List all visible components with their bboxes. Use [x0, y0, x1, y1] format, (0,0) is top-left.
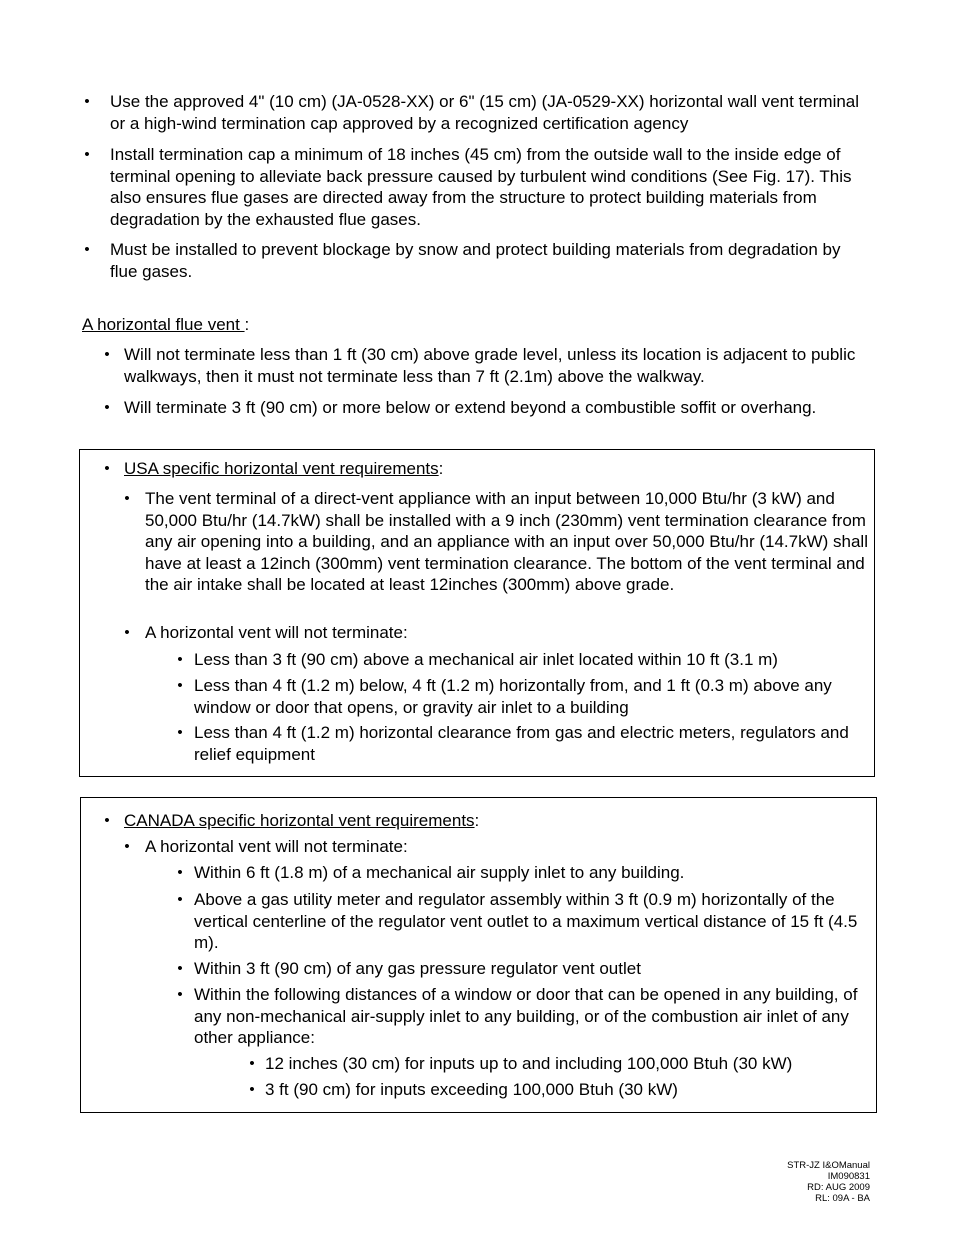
- bullet-icon: •: [177, 651, 183, 668]
- bullet-text: Within 3 ft (90 cm) of any gas pressure regulator vent outlet: [194, 959, 641, 978]
- list-item: [82, 91, 867, 134]
- bullet-text: Within 6 ft (1.8 m) of a mechanical air supply inlet to any building.: [194, 863, 685, 882]
- list-item: [82, 144, 867, 230]
- bullet-icon: •: [177, 864, 183, 881]
- footer-manual-name: STR-JZ I&OManual: [787, 1160, 870, 1171]
- list-item: [175, 958, 870, 980]
- list-item: [175, 649, 865, 671]
- bullet-text: Less than 3 ft (90 cm) above a mechanical air inlet located within 10 ft (3.1 m): [194, 650, 778, 669]
- bullet-icon: •: [177, 724, 183, 741]
- list-item: [175, 984, 870, 1049]
- bullet-icon: •: [124, 838, 130, 855]
- list-item: [122, 622, 870, 644]
- bullet-icon: •: [84, 93, 90, 110]
- bullet-icon: •: [104, 346, 110, 363]
- list-item: [102, 344, 862, 387]
- document-footer: [787, 1160, 870, 1204]
- bullet-icon: •: [104, 812, 110, 829]
- bullet-icon: •: [104, 460, 110, 477]
- bullet-text: A horizontal vent will not terminate:: [145, 837, 408, 856]
- bullet-text: Install termination cap a minimum of 18 inches (45 cm) from the outside wall to the inside edge of terminal opening to alleviate back pressure caused by turbulent wind conditions (See Fig. 17). This also ensures flue gases are directed away from the structure to protect building materials from degradation by the exhausted flue gases.: [110, 145, 852, 229]
- bullet-icon: •: [177, 986, 183, 1003]
- bullet-icon: •: [177, 677, 183, 694]
- list-item: [175, 862, 870, 884]
- footer-release-date: RD: AUG 2009: [807, 1182, 870, 1193]
- list-item: [122, 836, 870, 858]
- bullet-icon: •: [177, 960, 183, 977]
- list-item: [102, 397, 862, 419]
- bullet-text: The vent terminal of a direct-vent appliance with an input between 10,000 Btu/hr (3 kW) and 50,000 Btu/hr (14.7kW) shall be installed with a 9 inch (230mm) vent termination clearance from any air opening into a building, and an appliance with an input over 50,000 Btu/hr (14.7kW) shall have at least a 12inch (300mm) vent termination clearance. The bottom of the vent terminal and the air intake shall be located at least 12inches (300mm) above grade.: [145, 489, 868, 594]
- bullet-icon: •: [124, 490, 130, 507]
- heading-text: A horizontal flue vent: [82, 315, 245, 334]
- canada-heading: [102, 810, 479, 832]
- bullet-icon: •: [249, 1055, 255, 1072]
- bullet-text: Within the following distances of a window or door that can be opened in any building, of any non-mechanical air-supply inlet to any building, or of the combustion air inlet of any other appliance:: [194, 985, 858, 1047]
- footer-revision: RL: 09A - BA: [815, 1193, 870, 1204]
- list-item: [247, 1053, 867, 1075]
- heading-colon: :: [438, 459, 444, 478]
- list-item: [175, 675, 865, 718]
- bullet-icon: •: [177, 891, 183, 908]
- list-item: [82, 239, 867, 282]
- usa-heading: [102, 458, 443, 480]
- bullet-text: Will terminate 3 ft (90 cm) or more below or extend beyond a combustible soffit or overhang.: [124, 398, 817, 417]
- section-heading: [82, 314, 249, 336]
- list-item: [247, 1079, 867, 1101]
- heading-colon: :: [474, 811, 480, 830]
- bullet-text: Will not terminate less than 1 ft (30 cm) above grade level, unless its location is adjacent to public walkways, then it must not terminate less than 7 ft (2.1m) above the walkway.: [124, 345, 856, 386]
- list-item: [175, 889, 870, 954]
- bullet-text: Less than 4 ft (1.2 m) horizontal clearance from gas and electric meters, regulators and relief equipment: [194, 723, 849, 764]
- bullet-icon: •: [84, 146, 90, 163]
- bullet-text: Must be installed to prevent blockage by snow and protect building materials from degradation by flue gases.: [110, 240, 841, 281]
- bullet-icon: •: [104, 399, 110, 416]
- bullet-text: Above a gas utility meter and regulator assembly within 3 ft (0.9 m) horizontally of the vertical centerline of the regulator vent outlet to a maximum vertical distance of 15 ft (4.5 m).: [194, 890, 858, 952]
- heading-colon: :: [244, 315, 250, 334]
- bullet-text: Use the approved 4" (10 cm) (JA-0528-XX) or 6" (15 cm) (JA-0529-XX) horizontal wall vent terminal or a high-wind termination cap approved by a recognized certification agency: [110, 92, 860, 133]
- bullet-icon: •: [84, 241, 90, 258]
- heading-text: USA specific horizontal vent requirements: [124, 459, 439, 478]
- bullet-icon: •: [124, 624, 130, 641]
- list-item: [122, 488, 870, 596]
- footer-doc-id: IM090831: [827, 1171, 870, 1182]
- bullet-text: Less than 4 ft (1.2 m) below, 4 ft (1.2 m) horizontally from, and 1 ft (0.3 m) above any window or door that opens, or gravity air inlet to a building: [194, 676, 832, 717]
- heading-text: CANADA specific horizontal vent requirements: [124, 811, 475, 830]
- bullet-text: 3 ft (90 cm) for inputs exceeding 100,000 Btuh (30 kW): [265, 1080, 678, 1099]
- bullet-icon: •: [249, 1081, 255, 1098]
- bullet-text: A horizontal vent will not terminate:: [145, 623, 408, 642]
- list-item: [175, 722, 865, 765]
- bullet-text: 12 inches (30 cm) for inputs up to and including 100,000 Btuh (30 kW): [265, 1054, 793, 1073]
